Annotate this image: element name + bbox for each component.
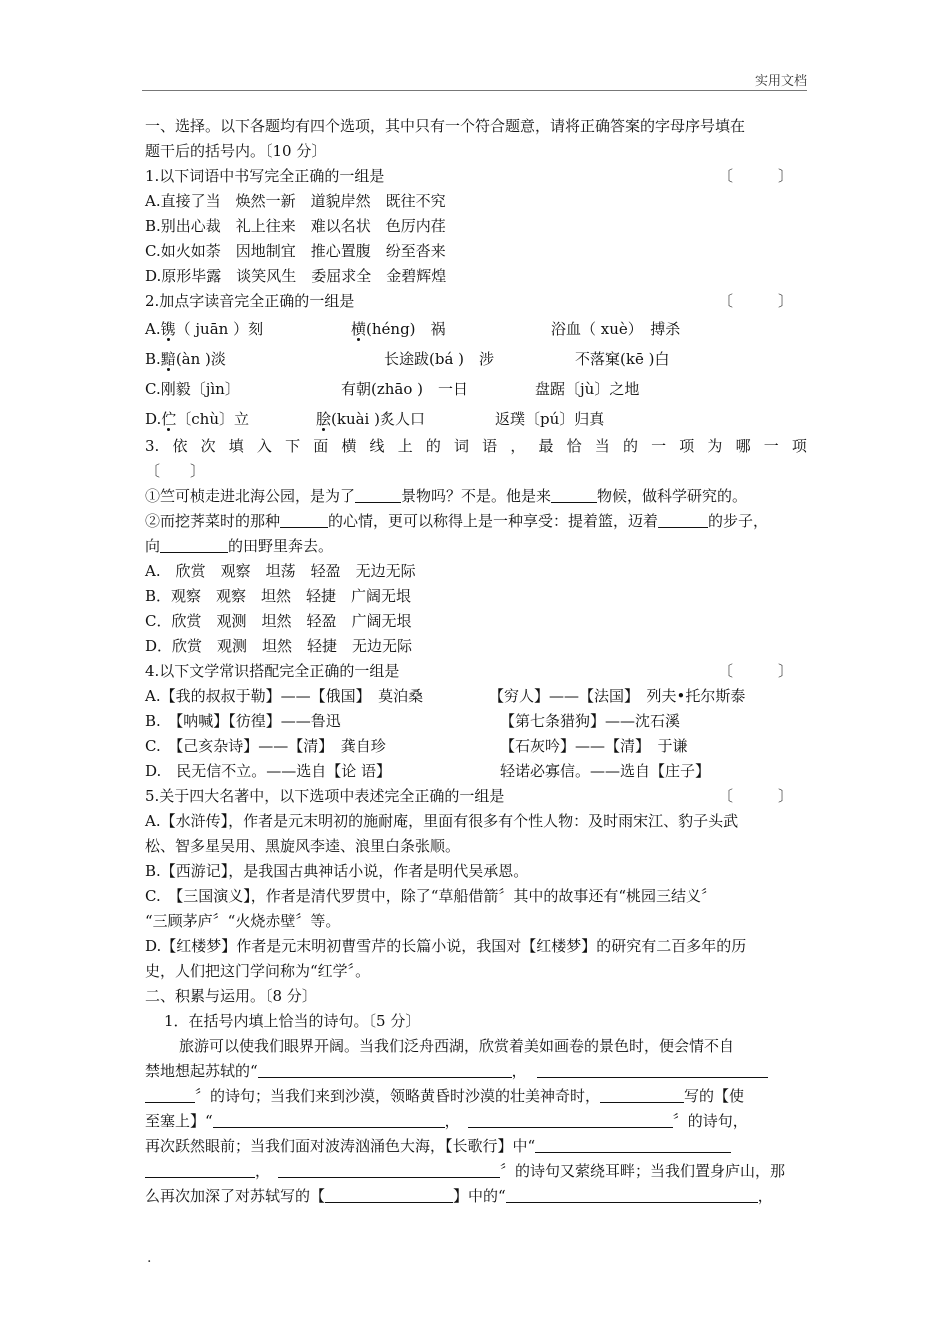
q2-option-d bbox=[145, 404, 807, 434]
q4-stem bbox=[145, 659, 807, 684]
poem-blank-5[interactable] bbox=[535, 1136, 731, 1153]
poem-blank-2-cont[interactable] bbox=[145, 1086, 195, 1103]
poem-paragraph-line4: 至塞上】“ ， 〞的诗句， bbox=[145, 1112, 748, 1130]
q3-blank-2[interactable] bbox=[551, 486, 597, 503]
q2b-part1: B.黯(àn )淡 bbox=[145, 350, 226, 368]
q4-stem-text: 4.以下文学常识搭配完全正确的一组是 bbox=[145, 662, 400, 680]
q2d-part3: 返璞〔pú〕归真 bbox=[495, 410, 605, 428]
poem-blank-author[interactable] bbox=[600, 1086, 684, 1103]
poem-paragraph-line7: 么再次加深了对苏轼写的【 】中的“ ， bbox=[145, 1187, 773, 1205]
poem-blank-7[interactable] bbox=[506, 1186, 758, 1203]
q3-option-d: D．欣赏 观测 坦然 轻捷 无边无际 bbox=[145, 637, 413, 655]
q5-option-d-line2: 史，人们把这门学问称为“红学〞。 bbox=[145, 962, 371, 980]
q4-option-b: B. 【呐喊】【彷徨】——鲁迅 【第七条猎狗】——沈石溪 bbox=[145, 712, 681, 730]
q2c-part1: C.刚毅〔jìn〕 bbox=[145, 380, 240, 398]
q2-stem-text: 2.加点字读音完全正确的一组是 bbox=[145, 292, 355, 310]
q1-option-d: D.原形毕露 谈笑风生 委屈求全 金碧辉煌 bbox=[145, 267, 447, 285]
q1-option-a: A.直接了当 焕然一新 道貌岸然 既往不究 bbox=[145, 192, 446, 210]
q4-option-a: A.【我的叔叔于勒】——【俄国】 莫泊桑 【穷人】——【法国】 列夫•托尔斯泰 bbox=[145, 687, 746, 705]
q1-answer-paren[interactable]: 〔 〕 bbox=[717, 167, 793, 185]
q3-option-c: C．欣赏 观测 坦然 轻盈 广阔无垠 bbox=[145, 612, 412, 630]
poem-paragraph-line3: 〞的诗句；当我们来到沙漠，领略黄昏时沙漠的壮美神奇时， 写的【使 bbox=[145, 1084, 807, 1109]
q5-stem-text: 5.关于四大名著中，以下选项中表述完全正确的一组是 bbox=[145, 787, 505, 805]
poem-paragraph-line1: 旅游可以使我们眼界开阔。当我们泛舟西湖，欣赏着美如画卷的景色时，便会情不自 bbox=[179, 1037, 735, 1055]
q5-answer-paren[interactable]: 〔 〕 bbox=[717, 787, 793, 805]
section1-title-line2: 题干后的括号内。〔10 分〕 bbox=[145, 142, 327, 160]
q3-blank-4[interactable] bbox=[658, 511, 708, 528]
q5-option-a-line2: 松、智多星吴用、黑旋风李逵、浪里白条张顺。 bbox=[145, 837, 461, 855]
q2a-part3: 浴血（ xuè） 搏杀 bbox=[551, 320, 681, 338]
q1-stem-text: 1.以下词语中书写完全正确的一组是 bbox=[145, 167, 385, 185]
q3-option-a: A. 欣赏 观察 坦荡 轻盈 无边无际 bbox=[145, 562, 416, 580]
q5-stem bbox=[145, 784, 807, 809]
q3-sentence-3: 向 的田野里奔去。 bbox=[145, 537, 334, 555]
q4-option-c: C. 【己亥杂诗】——【清】 龚自珍 【石灰吟】——【清】 于谦 bbox=[145, 737, 688, 755]
q4-option-d: D. 民无信不立。——选自【论 语】 轻诺必寡信。——选自【庄子】 bbox=[145, 762, 711, 780]
q2d-dotted-char: 伫 bbox=[161, 410, 177, 428]
q2a-dotted-char: 镌 bbox=[160, 320, 176, 338]
q1-stem bbox=[145, 164, 807, 189]
q5-option-b: B.【西游记】，是我国古典神话小说，作者是明代吴承恩。 bbox=[145, 862, 529, 880]
q2b-part3: 不落窠(kē )白 bbox=[575, 350, 670, 368]
q2d-dotted-char2: 脍 bbox=[316, 410, 332, 428]
q2a-dotted-char2: 横 bbox=[351, 320, 367, 338]
q3-sentence-1: ①竺可桢走进北海公园，是为了 景物吗？不是。他是来 物候，做科学研究的。 bbox=[145, 487, 748, 505]
q2a-part2: 横(héng) 祸 bbox=[351, 320, 446, 338]
q3-blank-3[interactable] bbox=[280, 511, 328, 528]
q2-option-b bbox=[145, 344, 807, 374]
poem-blank-3[interactable] bbox=[213, 1111, 445, 1128]
q5-option-c-line2: “三顾茅庐〞“火烧赤壁〞等。 bbox=[145, 912, 341, 930]
q4-answer-paren[interactable]: 〔 〕 bbox=[717, 662, 793, 680]
q2b-dotted-char: 黯 bbox=[160, 350, 176, 368]
poem-paragraph-line2: 禁地想起苏轼的“ ， bbox=[145, 1059, 807, 1084]
footer-mark: . bbox=[147, 1250, 152, 1266]
q2a-part1: A.镌（ juān ）刻 bbox=[145, 320, 264, 338]
q3-stem: 3. 依 次 填 入 下 面 横 线 上 的 词 语 ， 最 恰 当 的 一 项 为 哪 一 项 bbox=[145, 437, 807, 455]
poem-blank-6[interactable] bbox=[278, 1161, 500, 1178]
q3-option-b: B．观察 观察 坦然 轻捷 广阔无垠 bbox=[145, 587, 412, 605]
q2d-part2: 脍(kuài )炙人口 bbox=[316, 410, 425, 428]
poem-paragraph-line5: 再次跃然眼前；当我们面对波涛汹涌色大海，【长歌行】中“ bbox=[145, 1134, 807, 1159]
poem-blank-2[interactable] bbox=[537, 1061, 768, 1078]
q2-stem bbox=[145, 289, 807, 314]
q2-answer-paren[interactable]: 〔 〕 bbox=[717, 292, 793, 310]
q3-answer-paren[interactable]: 〔 〕 bbox=[145, 462, 206, 480]
q2b-part2: 长途跋(bá ) 涉 bbox=[384, 350, 495, 368]
q5-option-c-line1: C. 【三国演义】，作者是清代罗贯中，除了“草船借箭〞其中的故事还有“桃园三结义〞 bbox=[145, 887, 717, 905]
q5-option-d-line1: D.【红楼梦】作者是元末明初曹雪芹的长篇小说，我国对【红楼梦】的研究有二百多年的历 bbox=[145, 937, 747, 955]
q2c-part2: 有朝(zhāo ) 一日 bbox=[341, 380, 469, 398]
poem-blank-5-cont[interactable] bbox=[145, 1161, 255, 1178]
poem-paragraph-line6: ， 〞的诗句又萦绕耳畔；当我们置身庐山，那 bbox=[145, 1159, 807, 1184]
poem-blank-4[interactable] bbox=[468, 1111, 673, 1128]
q1-option-c: C.如火如荼 因地制宜 推心置腹 纷至沓来 bbox=[145, 242, 446, 260]
exam-document bbox=[145, 114, 807, 1209]
page-header-label: 实用文档 bbox=[754, 74, 807, 89]
section1-title-line1: 一、选择。以下各题均有四个选项，其中只有一个符合题意，请将正确答案的字母序号填在 bbox=[145, 117, 746, 135]
section2-title: 二、积累与运用。〔8 分〕 bbox=[145, 987, 317, 1005]
section2-q1-stem: 1．在括号内填上恰当的诗句。〔5 分〕 bbox=[164, 1012, 421, 1030]
q3-blank-1[interactable] bbox=[355, 486, 401, 503]
q2-option-c bbox=[145, 374, 807, 404]
q5-option-a-line1: A.【水浒传】，作者是元末明初的施耐庵，里面有很多有个性人物：及时雨宋江、豹子头武 bbox=[145, 812, 739, 830]
q2d-part1: D.伫〔chù〕立 bbox=[145, 410, 250, 428]
q3-sentence-2: ②而挖荠菜时的那种 的心情，更可以称得上是一种享受：提着篮，迈着 的步子， bbox=[145, 512, 769, 530]
header-rule bbox=[142, 90, 807, 91]
q3-blank-5[interactable] bbox=[160, 536, 228, 553]
q2c-part3: 盘踞〔jù〕之地 bbox=[535, 380, 640, 398]
q1-option-b: B.别出心裁 礼上往来 难以名状 色厉内荏 bbox=[145, 217, 446, 235]
q2-option-a bbox=[145, 314, 807, 344]
poem-blank-title[interactable] bbox=[325, 1186, 453, 1203]
poem-blank-1[interactable] bbox=[258, 1061, 512, 1078]
